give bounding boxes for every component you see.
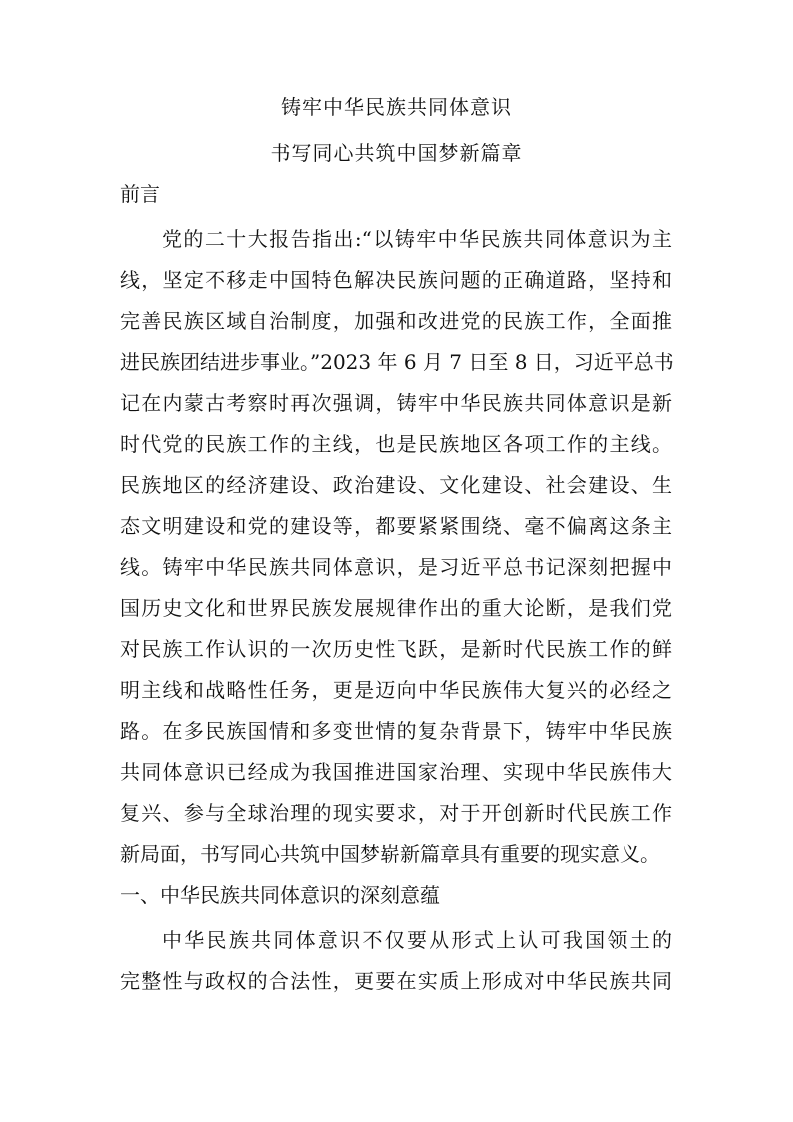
preface-line: 国历史文化和世界民族发展规律作出的重大论断，是我们党 [120, 596, 672, 620]
preface-line: 线。铸牢中华民族共同体意识，是习近平总书记深刻把握中 [120, 555, 672, 579]
preface-line: 时代党的民族工作的主线，也是民族地区各项工作的主线。 [120, 432, 672, 456]
preface-line: 党的二十大报告指出:“以铸牢中华民族共同体意识为主 [162, 227, 672, 251]
preface-line: 明主线和战略性任务，更是迈向中华民族伟大复兴的必经之 [120, 678, 672, 702]
preface-line: 民族地区的经济建设、政治建设、文化建设、社会建设、生 [120, 473, 672, 497]
preface-line: 新局面，书写同心共筑中国梦崭新篇章具有重要的现实意义。 [120, 842, 660, 866]
preface-line: 路。在多民族国情和多变世情的复杂背景下，铸牢中华民族 [120, 719, 672, 743]
preface-line: 对民族工作认识的一次历史性飞跃，是新时代民族工作的鲜 [120, 637, 672, 661]
section-one-line: 中华民族共同体意识不仅要从形式上认可我国领土的 [162, 928, 672, 952]
section-one-line: 完整性与政权的合法性，更要在实质上形成对中华民族共同 [120, 969, 672, 993]
preface-line: 复兴、参与全球治理的现实要求，对于开创新时代民族工作 [120, 801, 672, 825]
preface-line: 态文明建设和党的建设等，都要紧紧围绕、毫不偏离这条主 [120, 514, 672, 538]
preface-line: 线，坚定不移走中国特色解决民族问题的正确道路，坚持和 [120, 268, 672, 292]
document-title-line-1: 铸牢中华民族共同体意识 [281, 95, 512, 119]
preface-line: 进民族团结进步事业。”2023 年 6 月 7 日至 8 日，习近平总书 [120, 350, 674, 374]
preface-line: 记在内蒙古考察时再次强调，铸牢中华民族共同体意识是新 [120, 391, 672, 415]
preface-line: 完善民族区域自治制度，加强和改进党的民族工作，全面推 [120, 309, 672, 333]
preface-heading: 前言 [120, 182, 160, 206]
preface-line: 共同体意识已经成为我国推进国家治理、实现中华民族伟大 [120, 760, 672, 784]
section-one-heading: 一、中华民族共同体意识的深刻意蕴 [120, 883, 440, 907]
document-title-line-2: 书写同心共筑中国梦新篇章 [270, 141, 523, 165]
